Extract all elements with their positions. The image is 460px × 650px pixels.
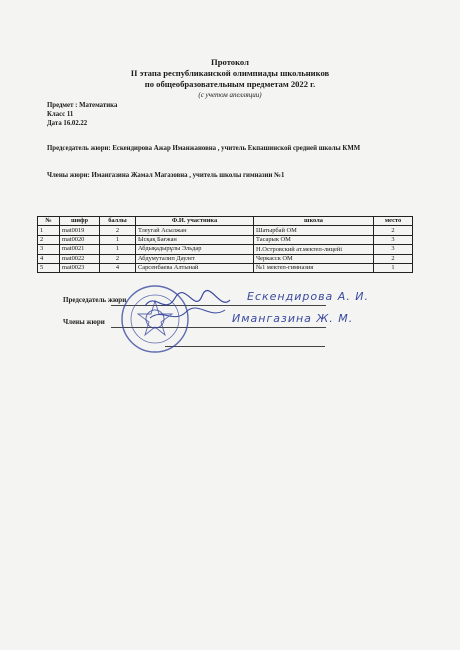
jury-members-line: Члены жюри: Имангазина Жамал Магазовна , учитель школы гимназии №1 [47,172,285,179]
cell-code: mat0020 [60,235,100,244]
doc-title: Протокол [211,57,249,67]
class-line: Класс 11 [47,111,74,118]
col-header-code: шифр [60,217,100,226]
cell-code: mat0019 [60,226,100,235]
subject-line: Предмет : Математика [47,102,118,109]
cell-participant: Абдумуталип Даулет [136,254,254,263]
cell-code: mat0023 [60,263,100,272]
table-row [38,245,413,254]
doc-subtitle: (с учетом апелляции) [198,91,262,99]
cell-place: 3 [374,235,413,244]
cell-participant: Ысқақ Бағжан [136,235,254,244]
chair-signature-label: Председатель жюри [63,296,127,304]
members-signature-label: Члены жюри [63,318,105,326]
cell-score: 2 [100,226,136,235]
cell-participant: Тлеугай Асылжан [136,226,254,235]
results-table [37,216,413,273]
date-line: Дата 16.02.22 [47,120,88,127]
cell-place: 2 [374,254,413,263]
cell-place: 2 [374,226,413,235]
col-header-number: № [38,217,60,226]
cell-place: 1 [374,263,413,272]
table-row [38,254,413,263]
chair-handwritten-name: Ескендирова А. И. [247,290,370,303]
cell-score: 1 [100,235,136,244]
cell-score: 4 [100,263,136,272]
cell-number: 5 [38,263,60,272]
table-row [38,263,413,272]
cell-school: Шатырбай ОМ [254,226,374,235]
table-row [38,235,413,244]
chair-signature-scribble-icon [140,286,235,326]
cell-school: №1 мектеп-гимназия [254,263,374,272]
cell-code: mat0022 [60,254,100,263]
cell-number: 1 [38,226,60,235]
col-header-place: место [374,217,413,226]
cell-place: 3 [374,245,413,254]
cell-number: 3 [38,245,60,254]
table-row [38,226,413,235]
cell-score: 2 [100,254,136,263]
cell-participant: Сарсенбаева Алтынай [136,263,254,272]
cell-participant: Абдықадырұлы Эльдар [136,245,254,254]
cell-number: 2 [38,235,60,244]
cell-number: 4 [38,254,60,263]
col-header-school: школа [254,217,374,226]
cell-school: Тасарык ОМ [254,235,374,244]
doc-title-line3: по общеобразовательным предметам 2022 г. [144,79,316,89]
members-handwritten-name: Имангазина Ж. М. [232,312,354,325]
col-header-participant: Ф.И. участника [136,217,254,226]
doc-title-line2: II этапа республиканской олимпиады школьников [130,68,330,78]
cell-school: Черкасск ОМ [254,254,374,263]
cell-school: Н.Островский ат.мектеп-лицейі [254,245,374,254]
col-header-score: баллы [100,217,136,226]
cell-score: 1 [100,245,136,254]
jury-chair-line: Председатель жюри: Ескендирова Ажар Иманжановна , учитель Екпашинской средней школы КММ [47,145,361,152]
cell-code: mat0021 [60,245,100,254]
table-header-row [38,217,413,226]
